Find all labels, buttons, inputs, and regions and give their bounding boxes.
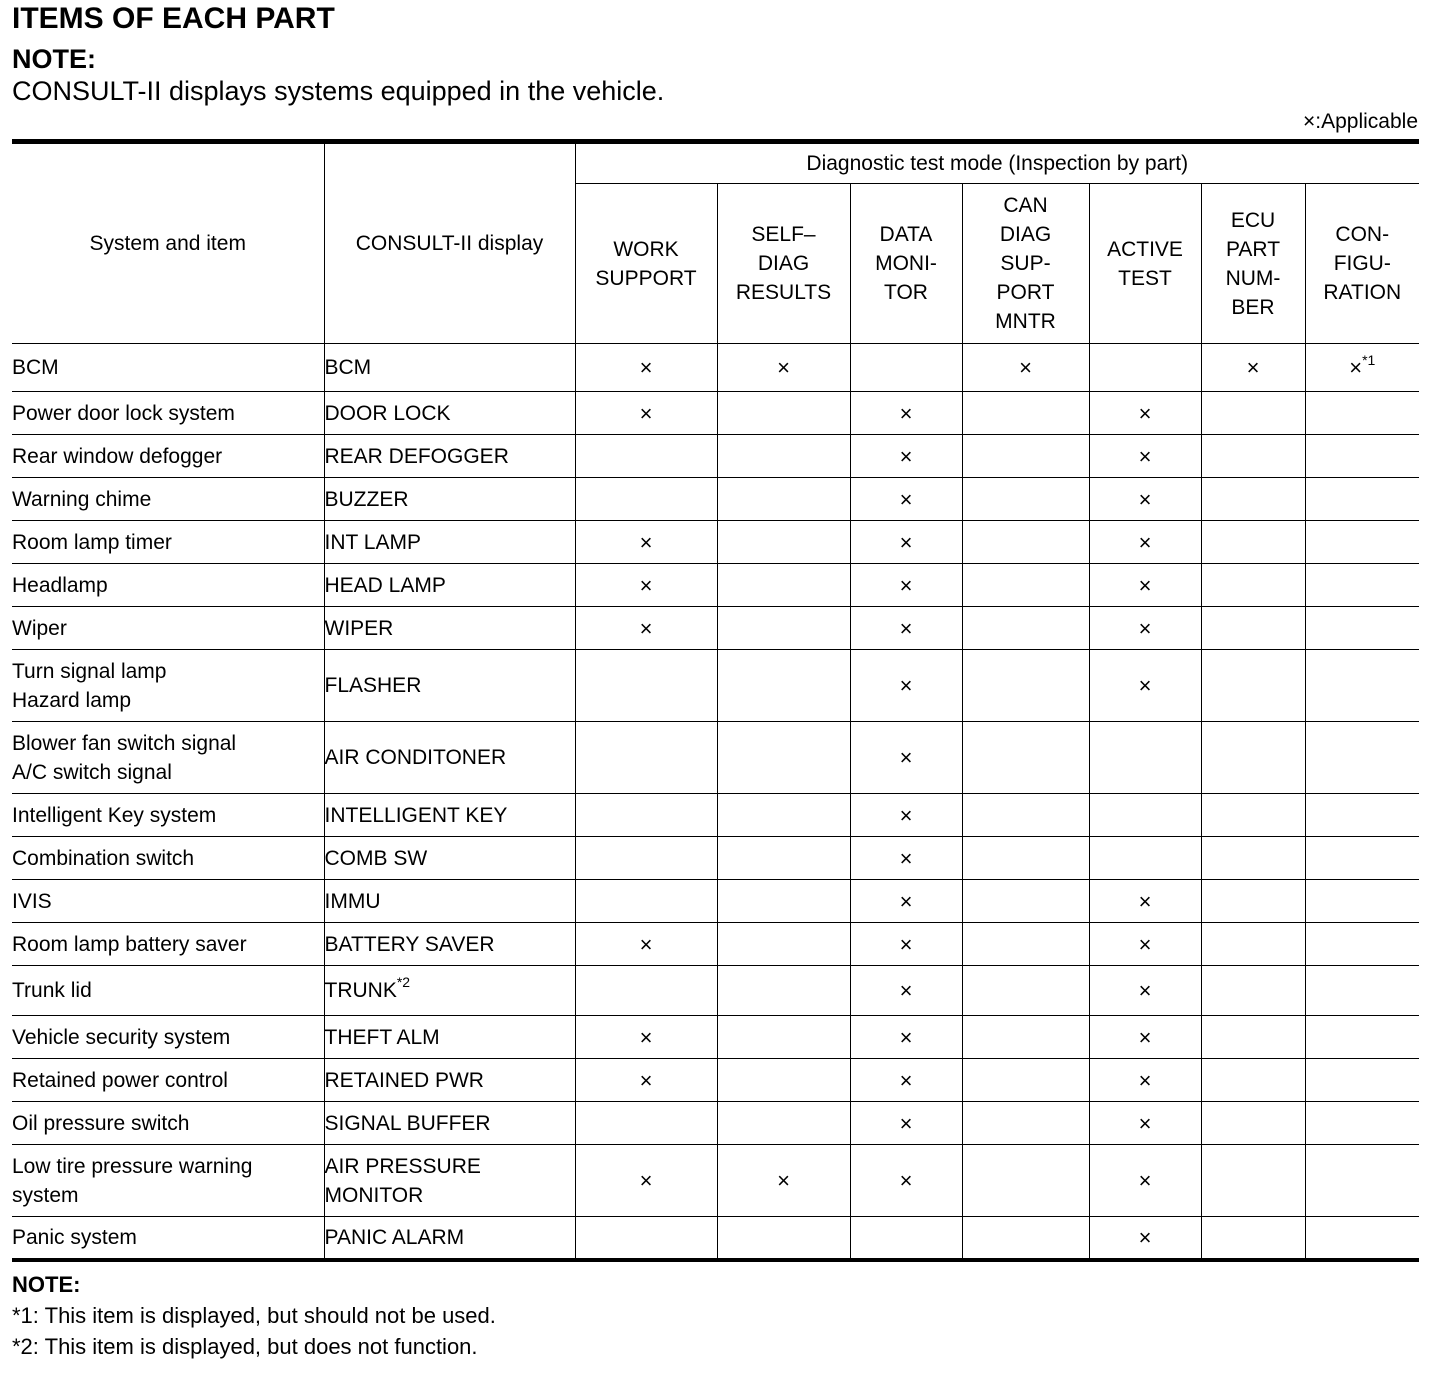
mode-cell <box>1089 435 1201 478</box>
applicable-mark: × <box>899 400 913 426</box>
mode-cell <box>717 794 850 837</box>
mode-cell <box>850 1145 962 1217</box>
table-row <box>12 1102 1419 1145</box>
mode-cell <box>717 435 850 478</box>
header-system: System and item <box>12 142 324 344</box>
note-label: NOTE: <box>12 44 96 74</box>
applicable-mark: × <box>899 978 913 1003</box>
mode-cell <box>1201 794 1305 837</box>
applicable-mark: × <box>899 443 913 469</box>
applicable-mark: × <box>1138 1110 1152 1136</box>
mode-cell <box>962 344 1089 392</box>
footnote-ref: *2 <box>396 974 411 990</box>
table-row <box>12 1059 1419 1102</box>
consult-display-cell <box>324 344 575 392</box>
mode-cell <box>717 392 850 435</box>
consult-display-cell <box>324 1059 575 1102</box>
mode-cell <box>1089 1102 1201 1145</box>
mode-cell <box>1201 837 1305 880</box>
mode-cell <box>1089 344 1201 392</box>
table-row <box>12 1016 1419 1059</box>
applicable-legend: ×:Applicable <box>1303 110 1418 133</box>
applicable-mark: × <box>1138 1067 1152 1093</box>
table-row <box>12 607 1419 650</box>
mode-cell <box>1089 650 1201 722</box>
system-item-cell: BCM <box>12 344 324 392</box>
applicable-mark: × <box>1138 888 1152 914</box>
mode-cell <box>962 1102 1089 1145</box>
applicable-mark: × <box>899 802 913 828</box>
mode-cell <box>1089 1059 1201 1102</box>
mode-cell <box>1305 1217 1419 1260</box>
page-title: ITEMS OF EACH PART <box>12 2 335 35</box>
mode-cell <box>717 837 850 880</box>
mode-cell <box>575 1145 717 1217</box>
table-row <box>12 1217 1419 1260</box>
applicable-mark: × <box>899 673 913 698</box>
applicable-mark: × <box>639 615 653 641</box>
mode-cell <box>850 1059 962 1102</box>
mode-cell <box>717 607 850 650</box>
mode-cell <box>962 478 1089 521</box>
applicable-mark: × <box>777 1168 790 1193</box>
mode-cell <box>850 607 962 650</box>
applicable-mark: × <box>639 400 653 426</box>
mode-cell <box>850 435 962 478</box>
header-self-diag-results: SELF– DIAG RESULTS <box>717 184 850 344</box>
system-item-cell: Trunk lid <box>12 966 324 1016</box>
table-row <box>12 794 1419 837</box>
mode-cell <box>1089 478 1201 521</box>
mode-cell <box>1305 1102 1419 1145</box>
mode-cell <box>962 435 1089 478</box>
mode-cell <box>1305 607 1419 650</box>
applicable-mark: × <box>1138 1168 1152 1193</box>
mode-cell <box>1201 392 1305 435</box>
mode-cell <box>1305 650 1419 722</box>
applicable-mark: × <box>639 931 653 957</box>
mode-cell <box>717 1217 850 1260</box>
mode-cell <box>962 722 1089 794</box>
table-row <box>12 1145 1419 1217</box>
mode-cell <box>1305 564 1419 607</box>
header-active-test: ACTIVE TEST <box>1089 184 1201 344</box>
applicable-mark: × <box>1246 355 1260 380</box>
applicable-mark: × <box>639 1067 653 1093</box>
mode-cell <box>962 1059 1089 1102</box>
mode-cell <box>1089 923 1201 966</box>
mode-cell <box>1201 650 1305 722</box>
mode-cell <box>575 722 717 794</box>
applicable-mark: × <box>899 931 913 957</box>
consult-display-text: BCM <box>324 356 372 379</box>
consult-display-text: AIR CONDITONER <box>324 746 507 769</box>
applicable-mark: × <box>899 888 913 914</box>
applicable-mark: × <box>1019 355 1032 380</box>
table-row <box>12 564 1419 607</box>
consult-display-text: DOOR LOCK <box>324 401 451 425</box>
applicable-mark: × <box>1349 355 1363 380</box>
mode-cell <box>1201 435 1305 478</box>
mode-cell <box>850 1102 962 1145</box>
applicable-mark: × <box>899 745 913 770</box>
mode-cell <box>1305 923 1419 966</box>
mode-cell <box>1089 564 1201 607</box>
table-row <box>12 880 1419 923</box>
mode-cell <box>962 607 1089 650</box>
mode-cell <box>717 521 850 564</box>
consult-display-text: FLASHER <box>324 674 422 697</box>
mode-cell <box>850 521 962 564</box>
applicable-mark: × <box>899 1067 913 1093</box>
consult-display-text: TRUNK <box>324 979 397 1002</box>
applicable-mark: × <box>899 486 913 512</box>
mode-cell <box>1305 880 1419 923</box>
system-item-cell: Panic system <box>12 1217 324 1260</box>
mode-cell <box>1201 564 1305 607</box>
header-display: CONSULT-II display <box>324 142 575 344</box>
mode-cell <box>1201 1059 1305 1102</box>
mode-cell <box>1089 1016 1201 1059</box>
mode-cell <box>1305 435 1419 478</box>
consult-display-text: SIGNAL BUFFER <box>324 1111 491 1135</box>
table-row <box>12 344 1419 392</box>
applicable-mark: × <box>899 1110 913 1136</box>
applicable-mark: × <box>639 1024 653 1050</box>
header-work-support: WORK SUPPORT <box>575 184 717 344</box>
system-item-cell: Low tire pressure warning system <box>12 1145 324 1217</box>
consult-display-cell <box>324 722 575 794</box>
mode-cell <box>575 966 717 1016</box>
mode-cell <box>1089 392 1201 435</box>
consult-display-text: BATTERY SAVER <box>324 932 495 956</box>
consult-display-text: INT LAMP <box>324 530 421 554</box>
mode-cell <box>717 722 850 794</box>
mode-cell <box>1089 880 1201 923</box>
table-row <box>12 435 1419 478</box>
mode-cell <box>850 794 962 837</box>
mode-cell <box>962 923 1089 966</box>
applicable-mark: × <box>1138 529 1152 555</box>
consult-display-text: BUZZER <box>324 487 409 511</box>
applicable-mark: × <box>639 529 653 555</box>
applicable-mark: × <box>1138 673 1152 698</box>
system-item-cell: Blower fan switch signal A/C switch signal <box>12 722 324 794</box>
mode-cell <box>1201 1102 1305 1145</box>
mode-cell <box>1201 478 1305 521</box>
mode-cell <box>1201 521 1305 564</box>
mode-cell <box>1089 1217 1201 1260</box>
consult-display-cell <box>324 1145 575 1217</box>
mode-cell <box>575 923 717 966</box>
mode-cell <box>962 1217 1089 1260</box>
mode-cell <box>962 966 1089 1016</box>
mode-cell <box>1305 966 1419 1016</box>
mode-cell <box>717 1059 850 1102</box>
consult-display-cell <box>324 837 575 880</box>
consult-display-cell <box>324 478 575 521</box>
mode-cell <box>717 1145 850 1217</box>
mode-cell <box>1305 1016 1419 1059</box>
consult-display-cell <box>324 435 575 478</box>
footnote-2: *2: This item is displayed, but does not function. <box>12 1334 478 1359</box>
mode-cell <box>1305 837 1419 880</box>
mode-cell <box>962 1016 1089 1059</box>
mode-cell <box>717 1102 850 1145</box>
applicable-mark: × <box>1138 1224 1152 1250</box>
table-row <box>12 923 1419 966</box>
mode-cell <box>850 837 962 880</box>
mode-cell <box>962 521 1089 564</box>
table-row <box>12 392 1419 435</box>
applicable-mark: × <box>639 1168 653 1193</box>
table-row <box>12 837 1419 880</box>
mode-cell <box>575 392 717 435</box>
header-ecu-part-number: ECU PART NUM- BER <box>1201 184 1305 344</box>
mode-cell <box>1305 392 1419 435</box>
mode-cell <box>1305 344 1419 392</box>
system-item-cell: Room lamp battery saver <box>12 923 324 966</box>
items-table <box>12 139 1419 1262</box>
note-text: CONSULT-II displays systems equipped in the vehicle. <box>12 76 665 106</box>
mode-cell <box>850 392 962 435</box>
applicable-mark: × <box>1138 486 1152 512</box>
mode-cell <box>1201 1016 1305 1059</box>
mode-cell <box>850 966 962 1016</box>
mode-cell <box>575 521 717 564</box>
table-row <box>12 722 1419 794</box>
applicable-mark: × <box>899 845 913 871</box>
system-item-cell: Combination switch <box>12 837 324 880</box>
mode-cell <box>575 344 717 392</box>
consult-display-text: WIPER <box>324 616 394 640</box>
mode-cell <box>850 722 962 794</box>
system-item-cell: Headlamp <box>12 564 324 607</box>
applicable-mark: × <box>899 529 913 555</box>
mode-cell <box>1201 880 1305 923</box>
mode-cell <box>1201 1145 1305 1217</box>
system-item-cell: Wiper <box>12 607 324 650</box>
mode-cell <box>575 607 717 650</box>
mode-cell <box>717 344 850 392</box>
mode-cell <box>717 478 850 521</box>
mode-cell <box>1089 794 1201 837</box>
applicable-mark: × <box>1138 978 1152 1003</box>
mode-cell <box>1305 722 1419 794</box>
mode-cell <box>717 966 850 1016</box>
mode-cell <box>1201 923 1305 966</box>
mode-cell <box>850 344 962 392</box>
table-row <box>12 521 1419 564</box>
mode-cell <box>962 837 1089 880</box>
applicable-mark: × <box>639 355 653 380</box>
mode-cell <box>1201 966 1305 1016</box>
mode-cell <box>1305 794 1419 837</box>
header-data-monitor: DATA MONI- TOR <box>850 184 962 344</box>
header-can-diag-support-mntr: CAN DIAG SUP- PORT MNTR <box>962 184 1089 344</box>
system-item-cell: Oil pressure switch <box>12 1102 324 1145</box>
applicable-mark: × <box>1138 1024 1152 1050</box>
mode-cell <box>717 1016 850 1059</box>
applicable-mark: × <box>899 1024 913 1050</box>
mode-cell <box>962 880 1089 923</box>
mode-cell <box>575 435 717 478</box>
mode-cell <box>850 923 962 966</box>
mode-cell <box>575 880 717 923</box>
mode-cell <box>575 837 717 880</box>
mode-cell <box>850 650 962 722</box>
mode-cell <box>575 478 717 521</box>
consult-display-cell <box>324 794 575 837</box>
mode-cell <box>575 1016 717 1059</box>
mode-cell <box>1305 478 1419 521</box>
mode-cell <box>575 564 717 607</box>
system-item-cell: IVIS <box>12 880 324 923</box>
footnote-ref: *1 <box>1362 351 1376 368</box>
mode-cell <box>1201 607 1305 650</box>
mode-cell <box>1089 966 1201 1016</box>
applicable-mark: × <box>1138 443 1152 469</box>
applicable-mark: × <box>1138 572 1152 598</box>
system-item-cell: Vehicle security system <box>12 1016 324 1059</box>
system-item-cell: Power door lock system <box>12 392 324 435</box>
consult-display-cell <box>324 1016 575 1059</box>
table-row <box>12 478 1419 521</box>
applicable-mark: × <box>639 572 653 598</box>
header-diagnostic-group: Diagnostic test mode (Inspection by part) <box>575 142 1419 184</box>
mode-cell <box>962 564 1089 607</box>
consult-display-cell <box>324 880 575 923</box>
mode-cell <box>717 564 850 607</box>
footnote-label: NOTE: <box>12 1272 81 1297</box>
consult-display-cell <box>324 966 575 1016</box>
mode-cell <box>717 880 850 923</box>
mode-cell <box>850 1217 962 1260</box>
mode-cell <box>850 478 962 521</box>
consult-display-text: RETAINED PWR <box>324 1068 484 1092</box>
applicable-mark: × <box>1138 931 1152 957</box>
applicable-mark: × <box>1138 400 1152 426</box>
mode-cell <box>962 794 1089 837</box>
mode-cell <box>1305 1145 1419 1217</box>
consult-display-cell <box>324 650 575 722</box>
table-row <box>12 966 1419 1016</box>
consult-display-cell <box>324 392 575 435</box>
consult-display-text: REAR DEFOGGER <box>324 444 509 468</box>
mode-cell <box>850 1016 962 1059</box>
mode-cell <box>962 1145 1089 1217</box>
mode-cell <box>1089 722 1201 794</box>
footnote-1: *1: This item is displayed, but should not be used. <box>12 1303 496 1328</box>
mode-cell <box>575 1059 717 1102</box>
consult-display-cell <box>324 1102 575 1145</box>
system-item-cell: Warning chime <box>12 478 324 521</box>
mode-cell <box>575 650 717 722</box>
mode-cell <box>1305 1059 1419 1102</box>
system-item-cell: Intelligent Key system <box>12 794 324 837</box>
mode-cell <box>1201 722 1305 794</box>
mode-cell <box>717 650 850 722</box>
consult-display-text: THEFT ALM <box>324 1025 440 1049</box>
consult-display-text: PANIC ALARM <box>324 1225 465 1249</box>
consult-display-cell <box>324 923 575 966</box>
mode-cell <box>1201 1217 1305 1260</box>
applicable-mark: × <box>777 355 790 380</box>
consult-display-cell <box>324 521 575 564</box>
consult-display-cell <box>324 1217 575 1260</box>
mode-cell <box>1089 1145 1201 1217</box>
header-configuration: CON- FIGU- RATION <box>1305 184 1419 344</box>
mode-cell <box>575 1102 717 1145</box>
mode-cell <box>1089 521 1201 564</box>
mode-cell <box>717 923 850 966</box>
consult-display-text: IMMU <box>324 889 381 913</box>
applicable-mark: × <box>1138 615 1152 641</box>
mode-cell <box>1089 607 1201 650</box>
applicable-mark: × <box>899 1168 913 1193</box>
applicable-mark: × <box>899 615 913 641</box>
consult-display-cell <box>324 564 575 607</box>
mode-cell <box>850 880 962 923</box>
system-item-cell: Room lamp timer <box>12 521 324 564</box>
consult-display-cell <box>324 607 575 650</box>
applicable-mark: × <box>899 572 913 598</box>
consult-display-text: HEAD LAMP <box>324 573 446 597</box>
mode-cell <box>850 564 962 607</box>
mode-cell <box>962 392 1089 435</box>
mode-cell <box>962 650 1089 722</box>
consult-display-text: COMB SW <box>324 846 428 870</box>
mode-cell <box>575 794 717 837</box>
mode-cell <box>575 1217 717 1260</box>
system-item-cell: Retained power control <box>12 1059 324 1102</box>
system-item-cell: Rear window defogger <box>12 435 324 478</box>
system-item-cell: Turn signal lamp Hazard lamp <box>12 650 324 722</box>
table-row <box>12 650 1419 722</box>
mode-cell <box>1089 837 1201 880</box>
consult-display-text: INTELLIGENT KEY <box>324 803 508 827</box>
mode-cell <box>1305 521 1419 564</box>
consult-display-text: AIR PRESSURE MONITOR <box>324 1154 481 1207</box>
mode-cell <box>1201 344 1305 392</box>
